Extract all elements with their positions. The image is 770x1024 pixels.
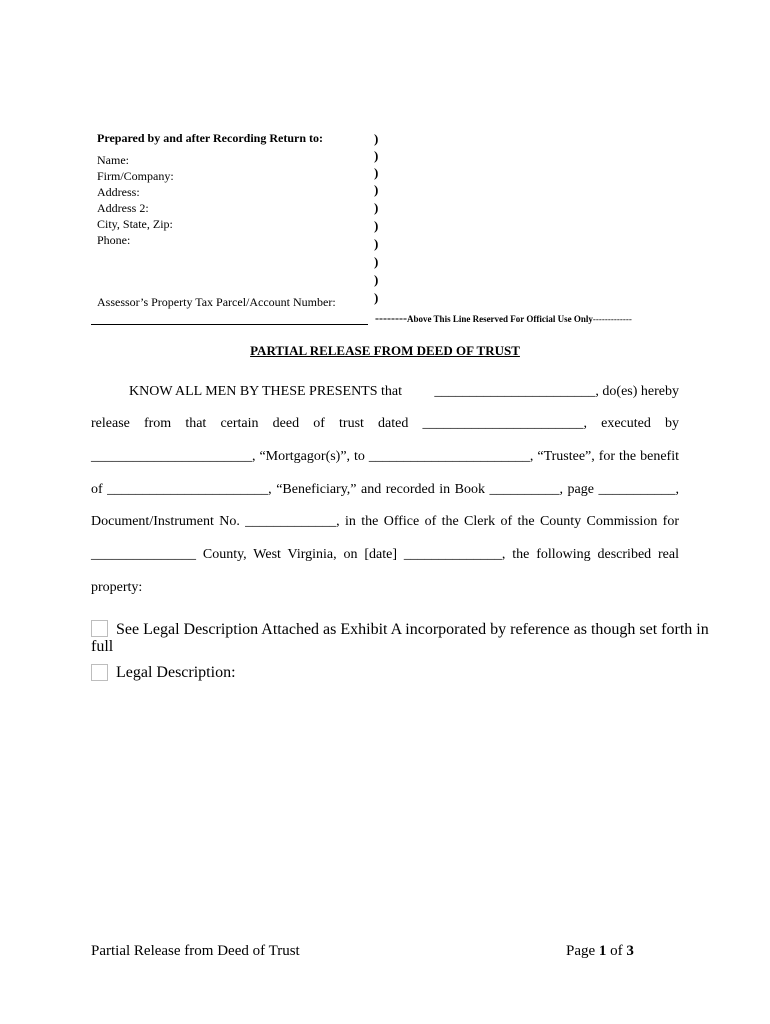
paren-divider: ) [374, 165, 379, 180]
body-line-1-lead: KNOW ALL MEN BY THESE PRESENTS that [129, 384, 403, 399]
paren-divider: ) [374, 236, 379, 251]
document-title: PARTIAL RELEASE FROM DEED OF TRUST [250, 343, 520, 358]
footer-document-title: Partial Release from Deed of Trust [91, 943, 300, 959]
exhibit-a-option-label: See Legal Description Attached as Exhibit A incorporated by reference as though set forth in [116, 621, 709, 638]
paren-divider: ) [374, 148, 379, 163]
page-indicator [566, 943, 634, 960]
address-label: Address: [97, 185, 140, 199]
paren-divider: ) [374, 272, 379, 287]
paren-divider: ) [374, 218, 379, 233]
parcel-number-label: Assessor’s Property Tax Parcel/Account Number: [97, 295, 336, 309]
page-prefix: Page [566, 943, 596, 959]
name-label: Name: [97, 153, 129, 167]
body-line-4: of _______________________, “Beneficiary,” and recorded in Book __________, page ___________, [91, 482, 679, 497]
body-line-2: release from that certain deed of trust dated _______________________, executed by [91, 416, 679, 431]
firm-company-label: Firm/Company: [97, 169, 174, 183]
body-line-6: _______________ County, West Virginia, on [date] ______________, the following described real [91, 547, 679, 562]
paren-divider: ) [374, 182, 379, 197]
paren-divider: ) [374, 200, 379, 215]
exhibit-a-option-label-continued: full [91, 638, 114, 655]
reserved-line [375, 311, 632, 326]
page-current: 1 [598, 943, 607, 959]
address-2-label: Address 2: [97, 201, 149, 215]
reserved-text: Above This Line Reserved For Official Use Only [406, 314, 593, 324]
page-total: 3 [626, 943, 634, 959]
page-of: of [610, 943, 623, 959]
paren-divider: ) [374, 131, 379, 146]
exhibit-a-checkbox[interactable] [91, 620, 108, 637]
reserved-dashes: -------- [375, 311, 407, 325]
body-line-1-tail: _______________________, do(es) hereby [434, 384, 679, 399]
body-line-3: _______________________, “Mortgagor(s)”, to _______________________, “Trustee”, for the benefit [91, 449, 679, 464]
recording-rule [91, 324, 368, 325]
paren-divider: ) [374, 254, 379, 269]
paren-divider: ) [374, 290, 379, 305]
city-state-zip-label: City, State, Zip: [97, 217, 173, 231]
body-line-5: Document/Instrument No. _____________, in the Office of the Clerk of the County Commission for [91, 514, 679, 529]
legal-description-label: Legal Description: [116, 664, 236, 681]
legal-description-checkbox[interactable] [91, 664, 108, 681]
phone-label: Phone: [97, 233, 131, 247]
prepared-by-heading: Prepared by and after Recording Return to: [97, 131, 323, 145]
body-line-7: property: [91, 580, 143, 595]
reserved-dashes-tail: ------------- [592, 314, 632, 324]
